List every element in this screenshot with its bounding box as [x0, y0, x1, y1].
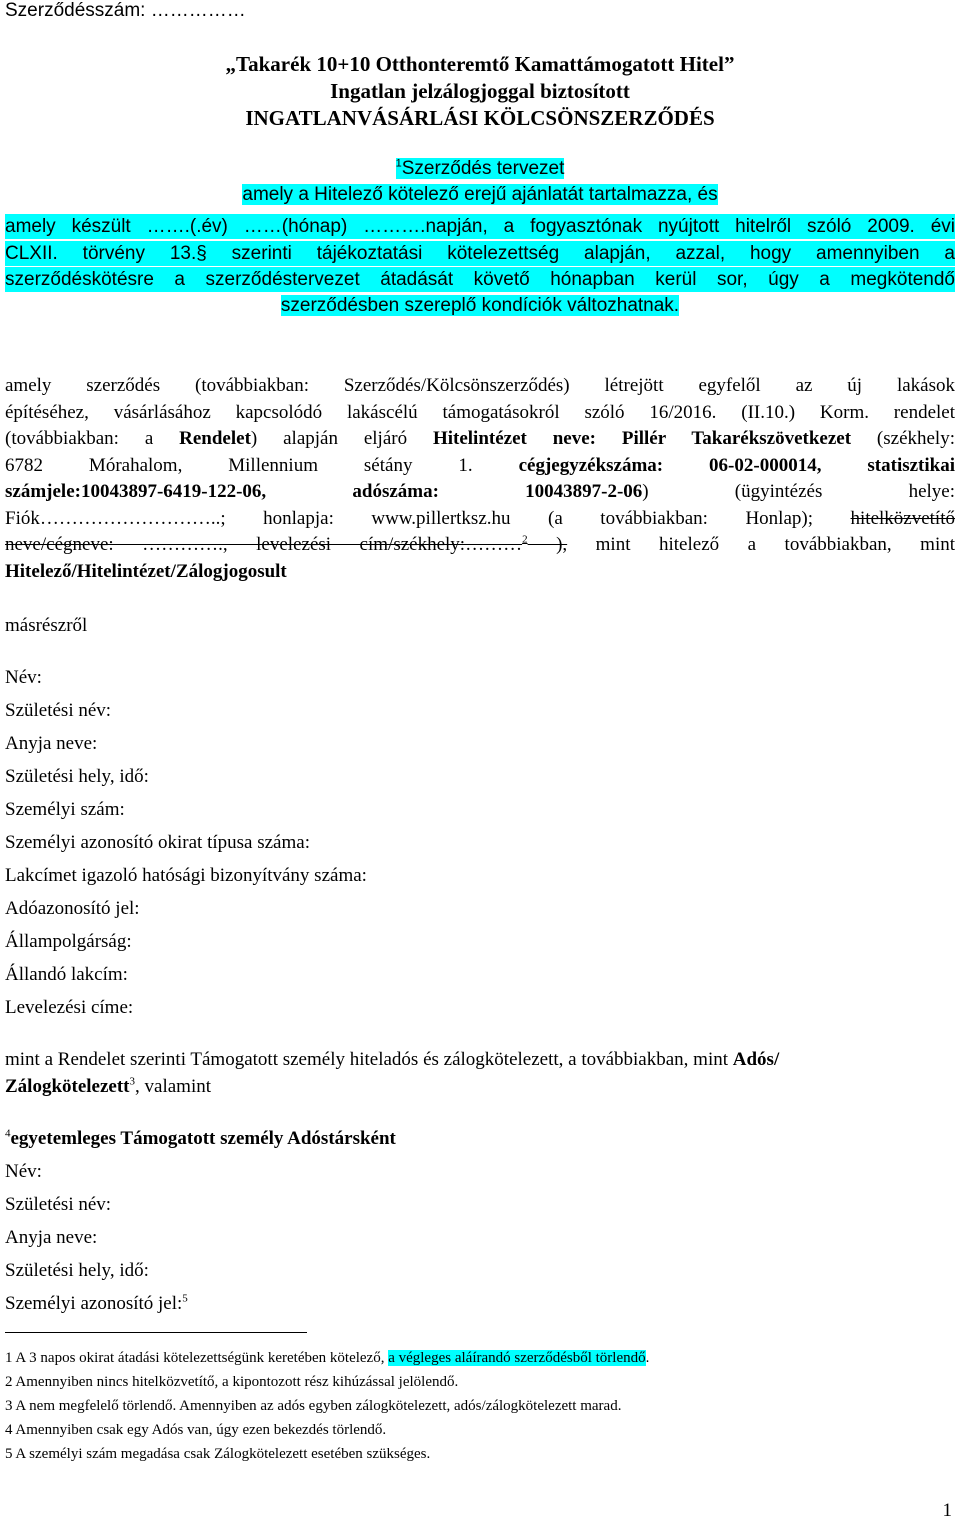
page-number: 1 [942, 1500, 952, 1521]
co-debtor-heading: $^4$egyetemleges Támogatott személy Adóstársként [5, 1127, 396, 1149]
draft-notice-line1: $^1$Szerződés tervezet [395, 157, 565, 179]
masreszrol-label: másrészről [5, 615, 88, 636]
intro-line: Hitelező/Hitelintézet/Zálogjogosult [5, 560, 287, 582]
footnote-5: 5 A személyi szám megadása csak Zálogkötelezett esetében szükséges. [5, 1446, 431, 1462]
contract-intro-paragraph [5, 373, 955, 585]
intro-line: építéséhez, vásárlásához kapcsolódó lakáscélú támogatásokról szóló 16/2016. (II.10.) Korm. rendelet [5, 401, 955, 423]
document-title-line2: Ingatlan jelzálogjoggal biztosított [330, 79, 630, 103]
draft-notice-line2: amely a Hitelező kötelező erejű ajánlatát tartalmazza, és [242, 184, 718, 205]
footnote-1: 1 A 3 napos okirat átadási kötelezettségünk keretében kötelező, a végleges aláírandó szerződésből törlendő. [5, 1350, 650, 1366]
draft-notice-line6: szerződésben szereplő kondíciók változhatnak. [280, 295, 680, 316]
draft-notice-line3: amely készült …….(.év) ……(hónap) ……….napján, a fogyasztónak nyújtott hitelről szóló 2009. évi [5, 216, 955, 237]
intro-line: számjele:10043897-6419-122-06, adószáma: 10043897-2-06) (ügyintézés helye: [5, 481, 955, 502]
intro-line: Fiók………………………..; honlapja: www.pillertksz.hu (a továbbiakban: Honlap); hitelközvetítő [5, 507, 955, 529]
debtor-role-line1: mint a Rendelet szerinti Támogatott személy hiteladós és zálogkötelezett, a továbbiakban, mint Adós/ [5, 1049, 780, 1070]
debtor-field-szuletesi-hely: Születési hely, idő: [5, 766, 149, 787]
footnote-3: 3 A nem megfelelő törlendő. Amennyiben az adós egyben zálogkötelezett, adós/zálogkötelezett marad. [5, 1398, 622, 1414]
co-debtor-field-anyja-neve: Anyja neve: [5, 1227, 98, 1248]
debtor-field-szemelyi-szam: Személyi szám: [5, 799, 125, 820]
intro-line: amely szerződés (továbbiakban: Szerződés/Kölcsönszerződés) létrejött egyfelől az új lakások [5, 375, 955, 396]
document-title-line1: „Takarék 10+10 Otthonteremtő Kamattámogatott Hitel” [225, 52, 735, 76]
debtor-field-anyja-neve: Anyja neve: [5, 733, 98, 754]
footnote-2: 2 Amennyiben nincs hitelközvetítő, a kipontozott rész kihúzással jelölendő. [5, 1374, 459, 1390]
debtor-field-nev: Név: [5, 667, 42, 688]
co-debtor-field-szemelyi-azonosito: Személyi azonosító jel:$^5$ [5, 1292, 188, 1314]
draft-notice-line4: CLXII. törvény 13.§ szerinti tájékoztatási kötelezettség alapján, azzal, hogy amennyiben a [5, 243, 955, 264]
debtor-field-allando-lakcim: Állandó lakcím: [5, 964, 128, 985]
debtor-field-szuletesi-nev: Születési név: [5, 700, 112, 721]
footnote-4: 4 Amennyiben csak egy Adós van, úgy ezen bekezdés törlendő. [5, 1422, 387, 1438]
intro-line: neve/cégneve: …………., levelezési cím/székhely:………$^2$ ), mint hitelező a továbbiakban, mint [5, 533, 955, 555]
draft-notice-line5: szerződéskötésre a szerződéstervezet átadását követő hónapban kerül sor, úgy a megkötendő [5, 269, 955, 290]
debtor-field-allampolgarsag: Állampolgárság: [5, 931, 132, 952]
intro-line: 6782 Mórahalom, Millennium sétány 1. cégjegyzékszáma: 06-02-000014, statisztikai [5, 454, 955, 476]
debtor-role-line2: Zálogkötelezett$^3$, valamint [5, 1075, 211, 1097]
footnote-separator [5, 1332, 307, 1333]
debtor-field-adoazonosito: Adóazonosító jel: [5, 898, 140, 919]
debtor-field-levelezesi-cim: Levelezési címe: [5, 997, 134, 1018]
debtor-field-lakcim-bizonyitvany: Lakcímet igazoló hatósági bizonyítvány száma: [5, 865, 367, 886]
co-debtor-field-nev: Név: [5, 1161, 42, 1182]
intro-line: (továbbiakban: a Rendelet) alapján eljáró Hitelintézet neve: Pillér Takarékszövetkezet (székhely: [5, 428, 955, 449]
co-debtor-field-szuletesi-nev: Születési név: [5, 1194, 112, 1215]
co-debtor-field-szuletesi-hely: Születési hely, idő: [5, 1260, 149, 1281]
contract-number: Szerződésszám: …………… [5, 0, 246, 21]
document-title-line3: INGATLANVÁSÁRLÁSI KÖLCSÖNSZERZŐDÉS [245, 106, 715, 130]
debtor-field-okirat: Személyi azonosító okirat típusa száma: [5, 832, 310, 853]
